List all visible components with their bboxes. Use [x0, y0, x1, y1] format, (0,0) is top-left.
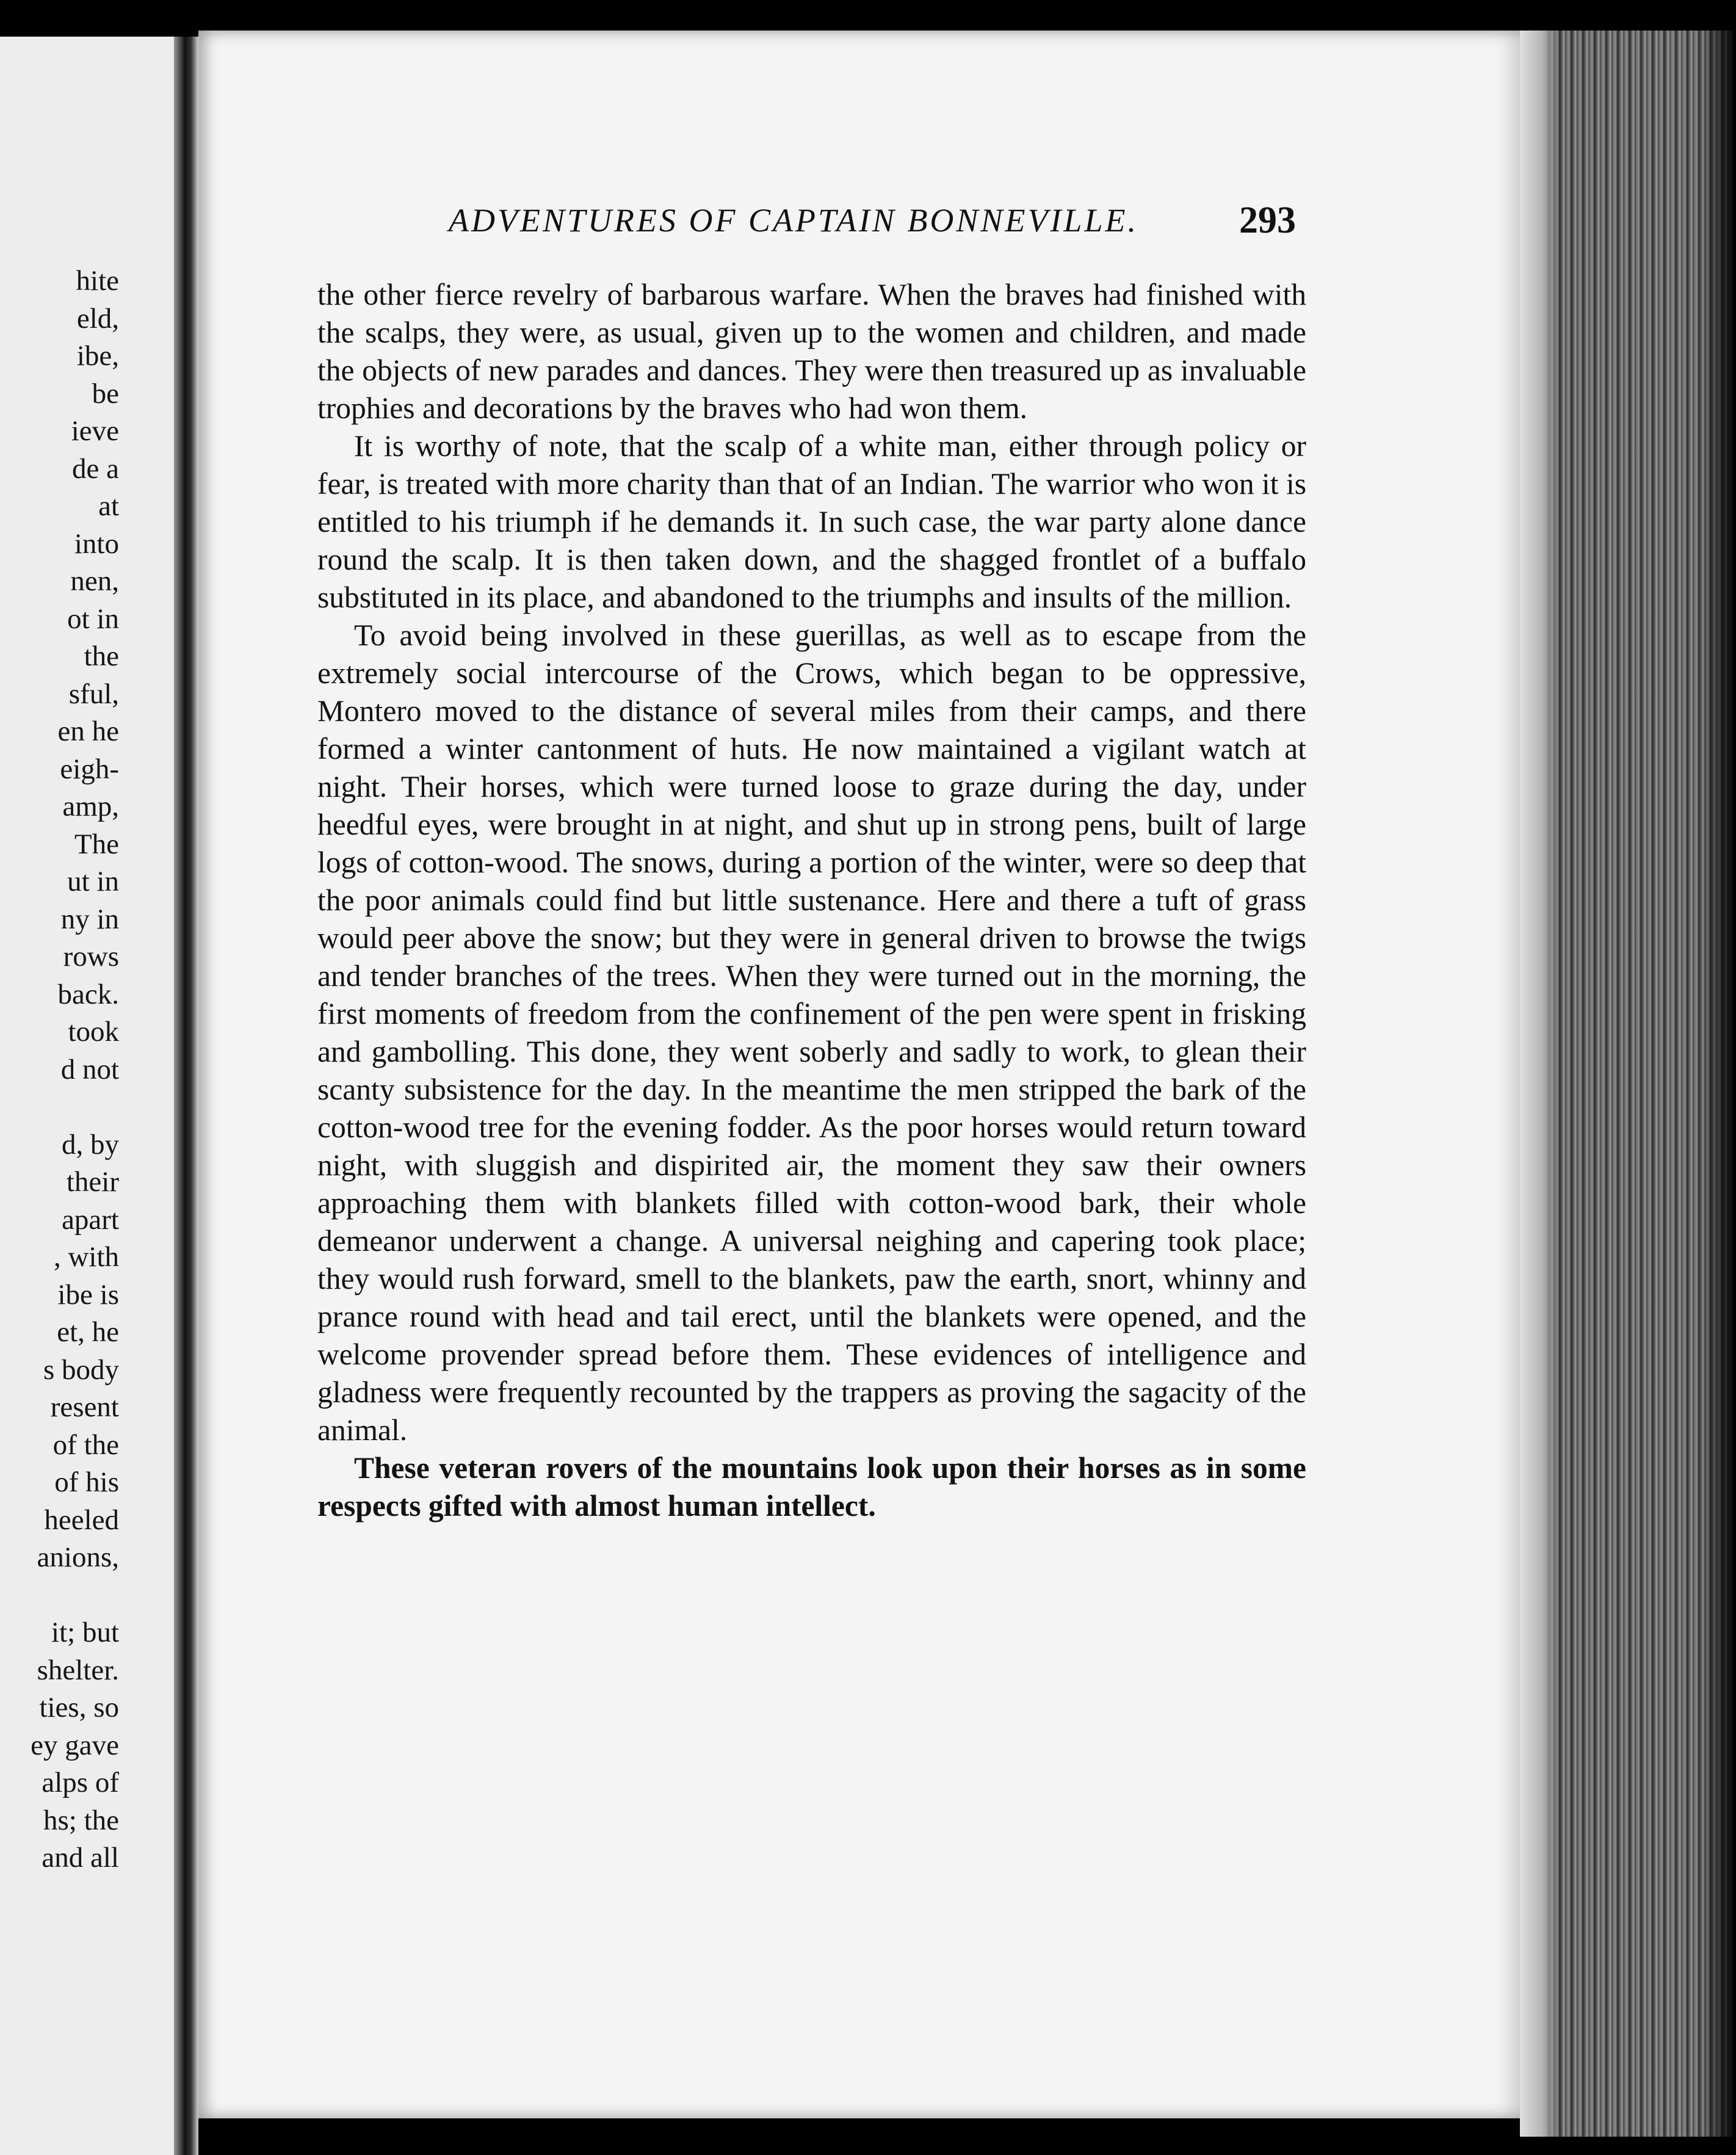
- facing-page-line: rows: [63, 941, 119, 972]
- facing-page-line: ibe,: [76, 340, 119, 372]
- facing-page-line: de a: [72, 452, 119, 485]
- facing-page-line: apart: [62, 1203, 119, 1236]
- facing-page-line: eigh-: [60, 753, 119, 785]
- page-number: 293: [1239, 200, 1296, 241]
- paragraph: It is worthy of note, that the scalp of a white man, either through policy or fear, is treated with more charity than that of an Indian. The warrior who won it is entitled to his triumph if he demands it. In such case, the war party alone dance round the scalp. It is then taken down, and the shagged frontlet of a buffalo substituted in its place, and abandoned to the triumphs and insults of the million.: [317, 429, 1306, 614]
- facing-page-line: back.: [57, 978, 119, 1010]
- facing-page-line: their: [66, 1166, 119, 1198]
- book-gutter: [174, 37, 198, 2155]
- paragraph: To avoid being involved in these guerillas, as well as to escape from the extremely social intercourse of the Crows, which began to be oppressive, Montero moved to the distance of several miles from their camps, and there formed a winter cantonment of huts. He now maintained a vigilant watch at night. Their horses, which were turned loose to graze during the day, under heedful eyes, were brought in at night, and shut up in strong pens, built of large logs of cotton-wood. The snows, during a portion of the winter, were so deep that the poor animals could find but little sustenance. Here and there a tuft of grass would peer above the snow; but they were in general driven to browse the twigs and tender branches of the trees. When they were turned out in the morning, the first moments of freedom from the confinement of the pen were spent in frisking and gambolling. This done, they went soberly and sadly to work, to glean their scanty subsistence for the day. In the meantime the men stripped the bark of the cotton-wood tree for the evening fodder. As the poor horses would return toward night, with sluggish and dispirited air, the moment they saw their owners approaching them with blankets filled with cotton-wood bark, their whole demeanor underwent a change. A universal neighing and capering took place; they would rush forward, smell to the blankets, paw the earth, snort, whinny and prance round with head and tail erect, until the blankets were opened, and the welcome provender spread before them. These evidences of intelligence and gladness were frequently recounted by the trappers as proving the sagacity of the animal.: [317, 618, 1306, 1447]
- facing-page-line: [31, 1577, 119, 1615]
- facing-page-line: amp,: [62, 791, 119, 822]
- facing-page-line: ot in: [67, 603, 119, 635]
- facing-page-line: resent: [50, 1391, 119, 1423]
- facing-page-line: ey gave: [31, 1729, 119, 1761]
- facing-page-line: and all: [42, 1842, 119, 1874]
- facing-page-line: heeled: [44, 1504, 119, 1536]
- facing-page-line: of the: [52, 1429, 119, 1461]
- facing-page-line: d not: [60, 1053, 119, 1085]
- facing-page-line: ny in: [60, 903, 119, 935]
- facing-page-line: nen,: [70, 565, 119, 597]
- facing-page-line: took: [68, 1016, 119, 1048]
- facing-page-line: The: [74, 828, 119, 860]
- facing-page-line: et, he: [57, 1316, 119, 1348]
- facing-page-line: ties, so: [39, 1692, 119, 1723]
- facing-page-line: ieve: [71, 415, 119, 447]
- facing-page-line: of his: [54, 1466, 119, 1498]
- paragraph: These veteran rovers of the mountains look upon their horses as in some respects gifted with almost human intellect.: [317, 1451, 1306, 1523]
- facing-page-line: sful,: [68, 678, 119, 710]
- facing-page-line: it; but: [51, 1617, 119, 1648]
- facing-page-line: en he: [57, 715, 119, 747]
- facing-page-line: eld,: [76, 302, 119, 335]
- facing-page-line: into: [74, 527, 119, 560]
- facing-page-line: hite: [76, 265, 119, 297]
- facing-page-line: ibe is: [57, 1278, 119, 1311]
- facing-page-line: s body: [43, 1353, 119, 1386]
- facing-page-line: [31, 1088, 119, 1126]
- facing-page-line: at: [98, 490, 119, 522]
- paragraph: the other fierce revelry of barbarous warfare. When the braves had finished with the scalps, they were, as usual, given up to the women and children, and made the objects of new parades and dances. They were then treasured up as invaluable trophies and decorations by the braves who had won them.: [317, 278, 1306, 425]
- facing-page-text: [31, 263, 119, 1877]
- facing-page-line: hs; the: [43, 1804, 119, 1836]
- facing-page-line: shelter.: [37, 1654, 119, 1686]
- facing-page-line: alps of: [42, 1767, 119, 1798]
- facing-page-line: anions,: [37, 1541, 119, 1573]
- facing-page-line: ut in: [67, 866, 119, 897]
- facing-page-left: [0, 37, 183, 2155]
- running-title: ADVENTURES OF CAPTAIN BONNEVILLE.: [449, 202, 1138, 239]
- facing-page-line: the: [84, 640, 119, 672]
- body-text: [317, 276, 1306, 1525]
- facing-page-line: be: [92, 377, 119, 410]
- facing-page-line: d, by: [62, 1128, 119, 1161]
- page-block-edges: [1520, 31, 1736, 2137]
- facing-page-line: , with: [53, 1241, 119, 1273]
